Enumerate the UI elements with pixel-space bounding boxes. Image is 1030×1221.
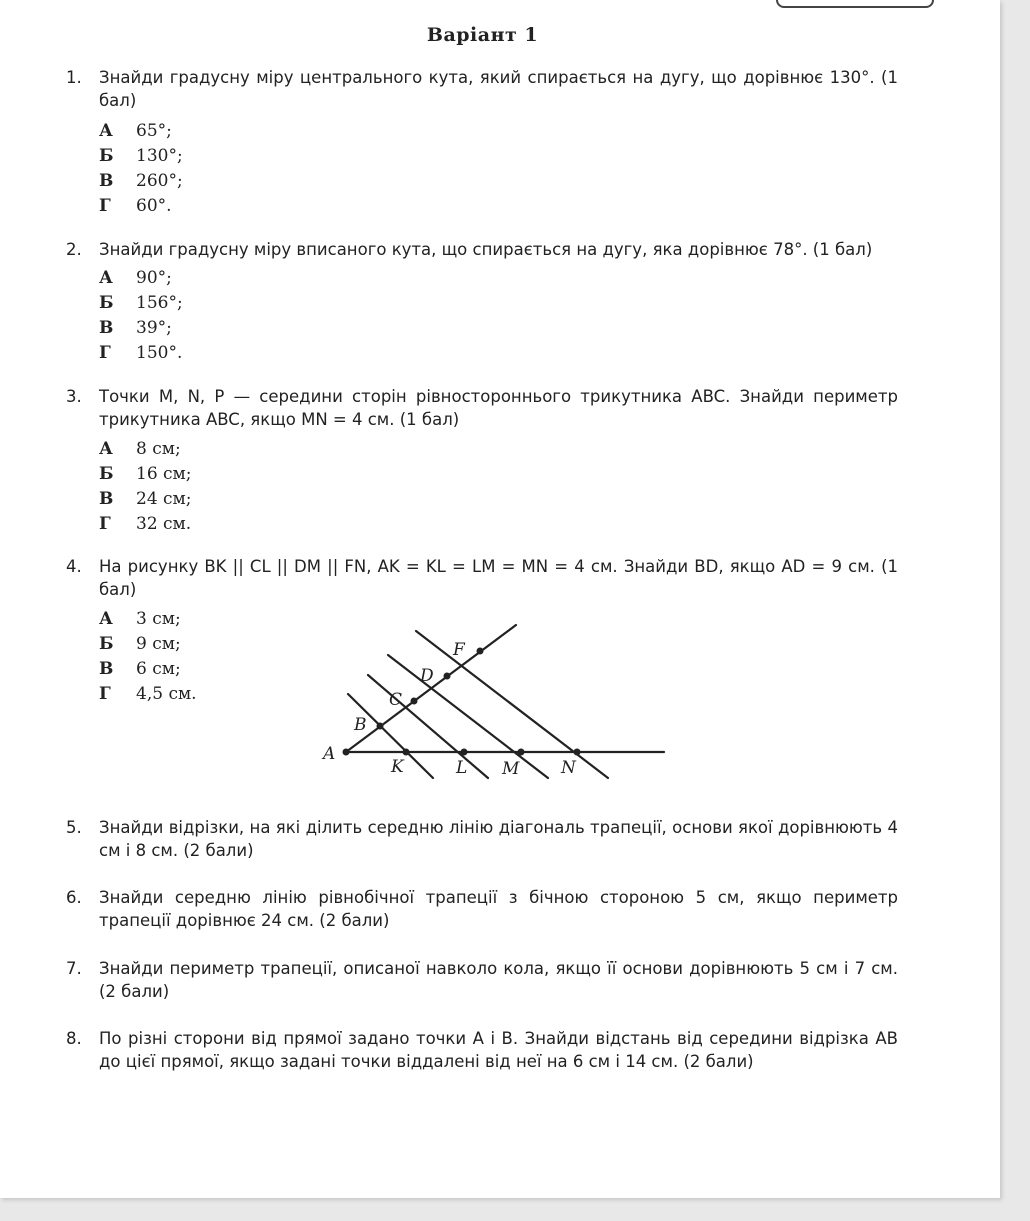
question-1 — [66, 66, 898, 112]
question-number: 4. — [66, 557, 82, 576]
question-4-options — [99, 607, 197, 707]
point-f — [477, 648, 484, 655]
question-2 — [66, 238, 898, 261]
option-a: А 3 см; — [99, 609, 181, 629]
question-text: Знайди середню лінію рівнобічної трапеції з бічною стороною 5 см, якщо периметр трапеції дорівнює 24 см. (2 бали) — [99, 888, 898, 930]
question-number: 1. — [66, 68, 82, 87]
question-5 — [66, 816, 898, 862]
question-number: 2. — [66, 240, 82, 259]
parallel-lines-figure — [318, 618, 678, 793]
option-v: В 39°; — [99, 318, 172, 338]
point-b — [377, 723, 384, 730]
variant-title: Варіант 1 — [426, 24, 539, 46]
question-text: Знайди відрізки, на які ділить середню лінію діагональ трапеції, основи якої дорівнюють 4 см і 8 см. (2 бали) — [99, 818, 898, 860]
question-4 — [66, 555, 898, 601]
option-v: В 24 см; — [99, 489, 192, 509]
question-text: Знайди градусну міру центрального кута, який спирається на дугу, що дорівнює 130°. (1 бал) — [99, 68, 898, 110]
label-f: F — [453, 640, 465, 660]
option-a: А 8 см; — [99, 439, 181, 459]
point-n — [574, 749, 581, 756]
question-7 — [66, 957, 898, 1003]
question-2-options — [99, 266, 183, 366]
question-number: 3. — [66, 387, 82, 406]
question-text: Знайди градусну міру вписаного кута, що спирається на дугу, яка дорівнює 78°. (1 бал) — [99, 240, 873, 259]
label-a: A — [323, 744, 336, 764]
label-m: M — [502, 759, 520, 779]
option-a: А 90°; — [99, 268, 172, 288]
label-k: K — [391, 757, 404, 777]
question-1-options — [99, 119, 183, 219]
option-g: Г 32 см. — [99, 514, 192, 534]
question-number: 7. — [66, 959, 82, 978]
question-number: 8. — [66, 1029, 82, 1048]
header-box — [776, 0, 934, 8]
question-text: Точки M, N, P — середини сторін рівностороннього трикутника ABC. Знайди периметр трикутника ABC, якщо MN = 4 см. (1 бал) — [99, 387, 898, 429]
question-6 — [66, 886, 898, 932]
option-b: Б 16 см; — [99, 464, 192, 484]
point-c — [411, 698, 418, 705]
question-number: 5. — [66, 818, 82, 837]
option-g: Г 60°. — [99, 196, 172, 216]
point-l — [461, 749, 468, 756]
option-v: В 6 см; — [99, 659, 181, 679]
question-number: 6. — [66, 888, 82, 907]
question-3-options — [99, 437, 192, 537]
option-b: Б 130°; — [99, 146, 183, 166]
question-text: По різні сторони від прямої задано точки A і B. Знайди відстань від середини відрізка AB до цієї прямої, якщо задані точки віддалені від неї на 6 см і 14 см. (2 бали) — [99, 1029, 898, 1071]
label-l: L — [456, 758, 468, 778]
option-g: Г 4,5 см. — [99, 684, 197, 704]
option-b: Б 9 см; — [99, 634, 181, 654]
point-m — [518, 749, 525, 756]
question-text: Знайди периметр трапеції, описаної навколо кола, якщо її основи дорівнюють 5 см і 7 см. (2 бали) — [99, 959, 898, 1001]
label-n: N — [561, 758, 576, 778]
point-k — [403, 749, 410, 756]
question-3 — [66, 385, 898, 431]
option-v: В 260°; — [99, 171, 183, 191]
question-8 — [66, 1027, 898, 1073]
label-b: B — [354, 715, 367, 735]
option-b: Б 156°; — [99, 293, 183, 313]
line-fn — [416, 631, 608, 778]
option-g: Г 150°. — [99, 343, 183, 363]
question-text: На рисунку BK || CL || DM || FN, AK = KL = LM = MN = 4 см. Знайди BD, якщо AD = 9 см. (1 бал) — [99, 557, 898, 599]
point-d — [444, 673, 451, 680]
label-d: D — [420, 666, 434, 686]
point-a — [343, 749, 350, 756]
label-c: C — [389, 690, 403, 710]
option-a: А 65°; — [99, 121, 172, 141]
